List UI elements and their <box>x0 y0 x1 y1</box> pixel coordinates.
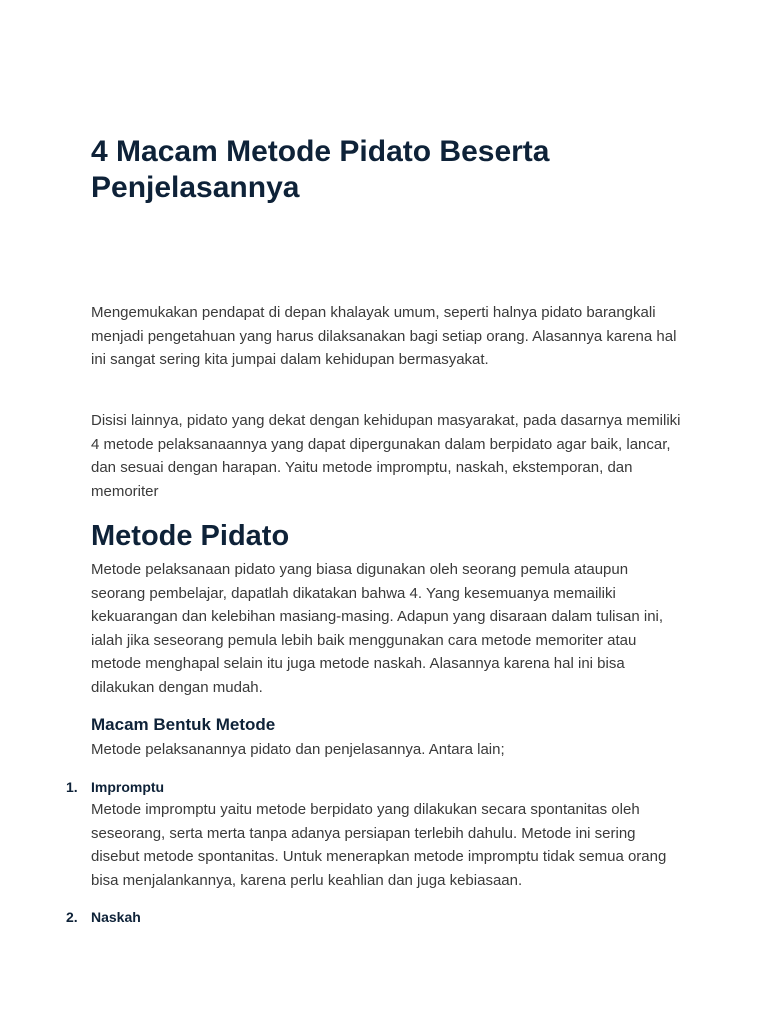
subheading: Macam Bentuk Metode <box>91 715 276 734</box>
list-item-title: Impromptu <box>91 779 165 795</box>
document-title: 4 Macam Metode Pidato Beserta Penjelasannya <box>91 135 550 204</box>
list-item-number: 1. <box>66 779 78 795</box>
subheading-paragraph: Metode pelaksanannya pidato dan penjelasannya. Antara lain; <box>91 741 505 758</box>
intro-paragraph-2: Disisi lainnya, pidato yang dekat dengan kehidupan masyarakat, pada dasarnya memiliki 4 metode pelaksanaannya yang dapat dipergunakan dalam berpidato agar baik, lancar, dan sesuai dengan harapan. Yaitu metode impromptu, naskah, ekstemporan, dan memoriter <box>91 412 681 500</box>
list-item-body: Metode impromptu yaitu metode berpidato yang dilakukan secara spontanitas oleh seseorang, serta merta tanpa adanya persiapan terlebih dahulu. Metode ini sering disebut metode spontanitas. Untuk menerapkan metode impromptu tidak semua orang bisa menjalankannya, karena perlu keahlian dan juga kebiasaan. <box>91 801 667 889</box>
intro-paragraph-1: Mengemukakan pendapat di depan khalayak umum, seperti halnya pidato barangkali menjadi pengetahuan yang harus dilaksanakan bagi setiap orang. Alasannya karena hal ini sangat sering kita jumpai dalam kehidupan bermasyakat. <box>91 304 677 368</box>
list-item-number: 2. <box>66 909 78 925</box>
section-heading: Metode Pidato <box>91 520 290 552</box>
list-item-title: Naskah <box>91 909 141 925</box>
section-paragraph: Metode pelaksanaan pidato yang biasa digunakan oleh seorang pemula ataupun seorang pembelajar, dapatlah dikatakan bahwa 4. Yang kesemuanya memailiki kekuarangan dan kelebihan masiang-masing. Adapun yang disaraan dalam tulisan ini, ialah jika seseorang pemula lebih baik menggunakan cara metode memoriter atau metode menghapal selain itu juga metode naskah. Alasannya karena hal ini bisa dilakukan dengan mudah. <box>91 561 664 696</box>
